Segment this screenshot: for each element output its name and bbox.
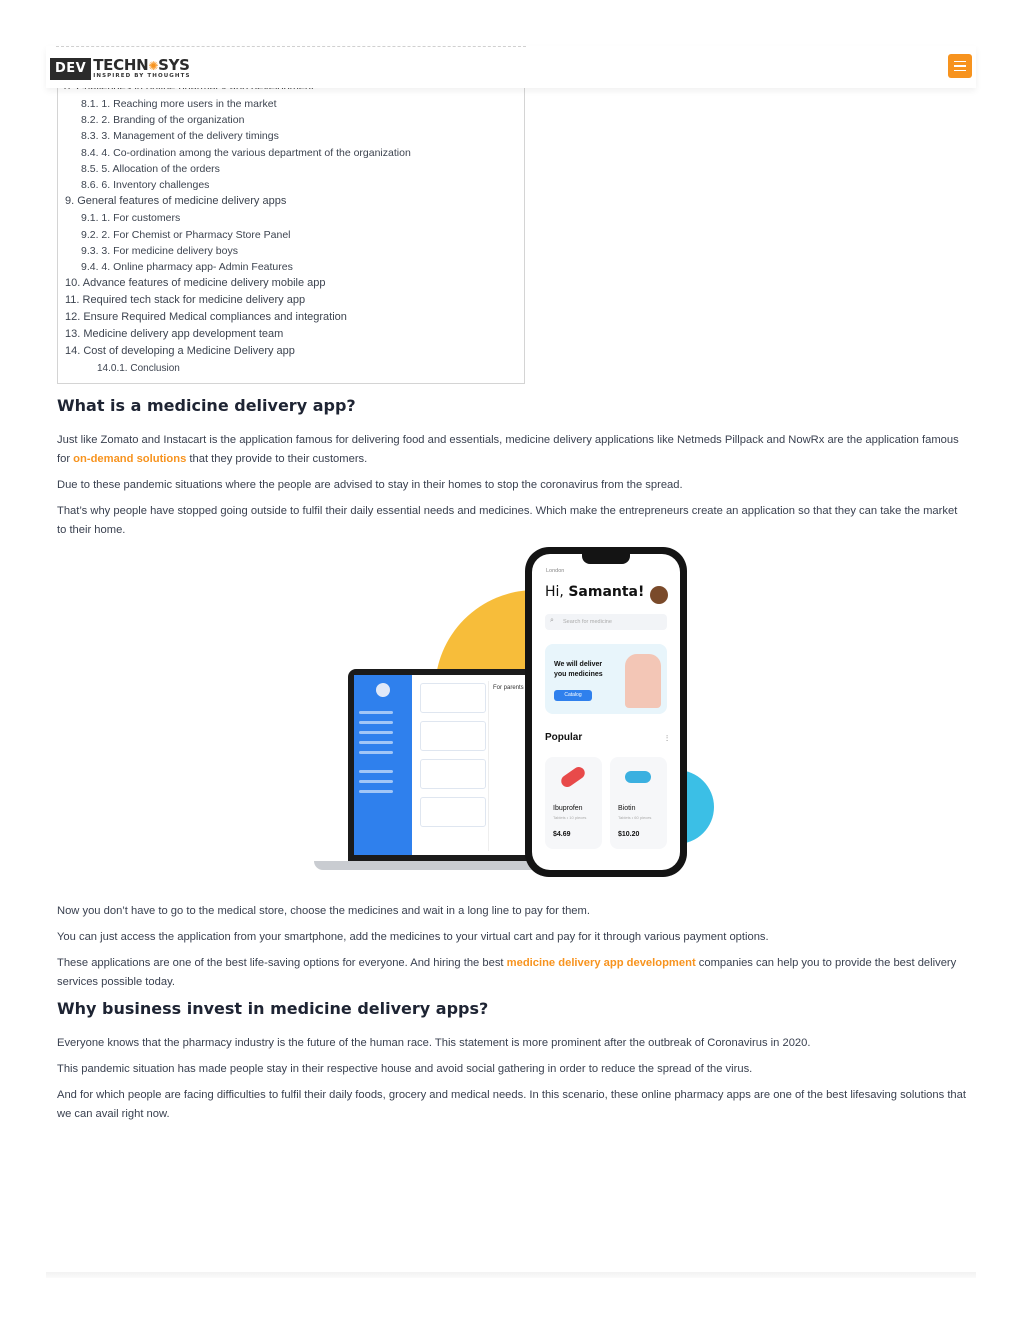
toc-item[interactable]: 8.4. 4. Co-ordination among the various department of the organization <box>81 147 411 159</box>
paragraph: You can just access the application from your smartphone, add the medicines to your virtual cart and pay for it through various payment options. <box>57 931 769 943</box>
phone-greeting: Hi, Samanta! <box>545 584 645 600</box>
product-card: Ibuprofen Tablets • 10 pieces $4.69 <box>545 757 602 849</box>
pill-icon <box>625 771 651 783</box>
site-logo[interactable] <box>50 58 191 80</box>
hamburger-menu-button[interactable] <box>948 54 972 78</box>
app-illustration <box>300 545 730 895</box>
paragraph: Everyone knows that the pharmacy industry is the future of the human race. This statement is more prominent after the outbreak of Coronavirus in 2020. <box>57 1037 811 1049</box>
paragraph: These applications are one of the best life-saving options for everyone. And hiring the best medicine delivery app development companies can help you to provide the best delivery services possible today. <box>57 957 957 988</box>
site-header <box>46 46 976 88</box>
divider <box>46 1272 976 1278</box>
toc-item[interactable]: 10. Advance features of medicine delivery mobile app <box>65 277 326 289</box>
avatar <box>650 586 668 604</box>
logo-tagline: INSPIRED BY THOUGHTS <box>93 73 191 79</box>
toc-item[interactable]: 8.5. 5. Allocation of the orders <box>81 163 220 175</box>
toc-item[interactable]: 14. Cost of developing a Medicine Delivery app <box>65 345 295 357</box>
toc-item[interactable]: 8.1. 1. Reaching more users in the market <box>81 98 277 110</box>
toc-item[interactable]: 8.6. 6. Inventory challenges <box>81 179 210 191</box>
toc-item[interactable]: 9. General features of medicine delivery apps <box>65 195 287 207</box>
logo-dev-mark: DEV <box>50 58 91 80</box>
toc-item[interactable]: 8.2. 2. Branding of the organization <box>81 114 245 126</box>
catalog-button: Catalog <box>554 690 592 701</box>
paragraph: Just like Zomato and Instacart is the application famous for delivering food and essentials, medicine delivery applications like Netmeds Pillpack and NowRx are the application famous for on-demand solutions that they provide to their customers. <box>57 434 959 465</box>
logo-wordmark-text: TECHN✺SYS <box>93 56 190 74</box>
paragraph: Due to these pandemic situations where the people are advised to stay in their homes to stop the coronavirus from the spread. <box>57 479 683 491</box>
laptop-sidebar <box>354 675 412 855</box>
product-card: Biotin Tablets • 60 pieces $10.20 <box>610 757 667 849</box>
paragraph: And for which people are facing difficulties to fulfil their daily foods, grocery and medical needs. In this scenario, these online pharmacy apps are one of the best lifesaving solutions that we can avail right now. <box>57 1089 966 1120</box>
table-of-contents <box>57 62 525 384</box>
toc-item[interactable]: 12. Ensure Required Medical compliances and integration <box>65 311 347 323</box>
phone-mockup <box>525 547 687 877</box>
paragraph: Now you don’t have to go to the medical store, choose the medicines and wait in a long line to pay for them. <box>57 905 590 917</box>
toc-item[interactable]: 9.2. 2. For Chemist or Pharmacy Store Panel <box>81 229 291 241</box>
gear-icon: ✺ <box>148 59 159 73</box>
medicine-delivery-app-development-link[interactable]: medicine delivery app development <box>506 957 696 969</box>
phone-banner: We will deliver you medicines Catalog <box>545 644 667 714</box>
toc-item[interactable]: 9.1. 1. For customers <box>81 212 181 224</box>
section-heading: What is a medicine delivery app? <box>57 396 356 415</box>
paragraph: This pandemic situation has made people stay in their respective house and avoid social gathering in order to reduce the spread of the virus. <box>57 1063 753 1075</box>
divider <box>56 46 526 47</box>
pill-icon <box>559 765 587 790</box>
laptop-panel-title: For parents <box>493 685 524 691</box>
toc-item[interactable]: 14.0.1. Conclusion <box>97 363 180 374</box>
paragraph: That’s why people have stopped going outside to fulfil their daily essential needs and medicines. Which make the entrepreneurs create an application so that they can take the market to their home. <box>57 505 958 536</box>
toc-item[interactable]: 8.3. 3. Management of the delivery timings <box>81 130 279 142</box>
search-icon: ⌕ <box>550 617 554 624</box>
on-demand-solutions-link[interactable]: on-demand solutions <box>73 453 187 465</box>
phone-search: ⌕ Search for medicine <box>545 614 667 630</box>
section-heading: Why business invest in medicine delivery apps? <box>57 999 489 1018</box>
toc-item[interactable]: 9.4. 4. Online pharmacy app- Admin Features <box>81 261 293 273</box>
toc-item[interactable]: 11. Required tech stack for medicine delivery app <box>65 294 306 306</box>
hamburger-icon <box>954 61 966 63</box>
logo-wordmark <box>93 58 190 80</box>
toc-item[interactable]: 9.3. 3. For medicine delivery boys <box>81 245 238 257</box>
delivery-person-illustration <box>625 654 661 708</box>
popular-label: Popular <box>545 732 583 743</box>
filter-icon: ⫶ <box>666 734 668 743</box>
phone-location: London <box>546 568 565 574</box>
toc-item[interactable]: 13. Medicine delivery app development team <box>65 328 284 340</box>
